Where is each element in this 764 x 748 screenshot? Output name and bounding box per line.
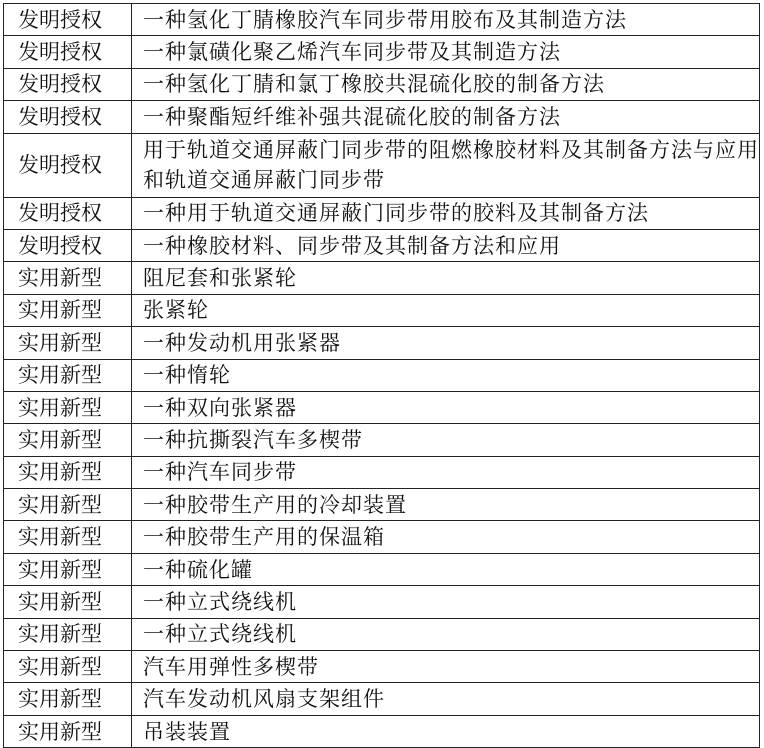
patent-name-cell: 一种双向张紧器	[132, 391, 760, 423]
table-row	[4, 683, 760, 715]
table-row	[4, 618, 760, 650]
table-row	[4, 651, 760, 683]
patent-name-cell: 汽车用弹性多楔带	[132, 651, 760, 683]
patent-name-cell: 一种发动机用张紧器	[132, 327, 760, 359]
patent-name-cell: 阻尼套和张紧轮	[132, 262, 760, 294]
patent-type-cell: 实用新型	[4, 618, 132, 650]
patent-type-cell: 实用新型	[4, 294, 132, 326]
patent-name-cell: 一种立式绕线机	[132, 586, 760, 618]
patent-name-cell: 一种抗撕裂汽车多楔带	[132, 424, 760, 456]
table-row	[4, 68, 760, 100]
table-row	[4, 521, 760, 553]
table-row	[4, 424, 760, 456]
patent-table	[3, 3, 760, 748]
table-row	[4, 553, 760, 585]
patent-name-cell: 张紧轮	[132, 294, 760, 326]
patent-type-cell: 实用新型	[4, 262, 132, 294]
table-row	[4, 456, 760, 488]
patent-type-cell: 发明授权	[4, 229, 132, 261]
patent-name-cell: 一种汽车同步带	[132, 456, 760, 488]
patent-type-cell: 实用新型	[4, 683, 132, 715]
patent-name-cell: 一种惰轮	[132, 359, 760, 391]
table-row	[4, 133, 760, 197]
patent-type-cell: 实用新型	[4, 651, 132, 683]
patent-type-cell: 实用新型	[4, 715, 132, 747]
patent-type-cell: 发明授权	[4, 133, 132, 197]
patent-type-cell: 发明授权	[4, 101, 132, 133]
table-row	[4, 101, 760, 133]
patent-type-cell: 发明授权	[4, 197, 132, 229]
patent-name-cell: 用于轨道交通屏蔽门同步带的阻燃橡胶材料及其制备方法与应用和轨道交通屏蔽门同步带	[132, 133, 760, 197]
table-row	[4, 715, 760, 747]
table-row	[4, 489, 760, 521]
patent-type-cell: 发明授权	[4, 68, 132, 100]
patent-name-cell: 一种用于轨道交通屏蔽门同步带的胶料及其制备方法	[132, 197, 760, 229]
patent-table-body	[4, 4, 760, 748]
patent-type-cell: 发明授权	[4, 4, 132, 36]
patent-type-cell: 实用新型	[4, 327, 132, 359]
table-row	[4, 36, 760, 68]
patent-name-cell: 一种氯磺化聚乙烯汽车同步带及其制造方法	[132, 36, 760, 68]
patent-name-cell: 一种立式绕线机	[132, 618, 760, 650]
table-row	[4, 391, 760, 423]
patent-name-cell: 一种氢化丁腈橡胶汽车同步带用胶布及其制造方法	[132, 4, 760, 36]
table-row	[4, 359, 760, 391]
patent-name-cell: 一种聚酯短纤维补强共混硫化胶的制备方法	[132, 101, 760, 133]
patent-type-cell: 实用新型	[4, 391, 132, 423]
table-row	[4, 262, 760, 294]
patent-type-cell: 实用新型	[4, 586, 132, 618]
table-row	[4, 229, 760, 261]
patent-name-cell: 一种橡胶材料、同步带及其制备方法和应用	[132, 229, 760, 261]
patent-name-cell: 一种硫化罐	[132, 553, 760, 585]
patent-type-cell: 实用新型	[4, 456, 132, 488]
table-row	[4, 294, 760, 326]
patent-type-cell: 实用新型	[4, 424, 132, 456]
table-row	[4, 197, 760, 229]
patent-name-cell: 吊装装置	[132, 715, 760, 747]
patent-type-cell: 实用新型	[4, 359, 132, 391]
patent-name-cell: 一种氢化丁腈和氯丁橡胶共混硫化胶的制备方法	[132, 68, 760, 100]
patent-type-cell: 发明授权	[4, 36, 132, 68]
patent-type-cell: 实用新型	[4, 553, 132, 585]
patent-name-cell: 一种胶带生产用的保温箱	[132, 521, 760, 553]
patent-type-cell: 实用新型	[4, 521, 132, 553]
table-row	[4, 4, 760, 36]
patent-type-cell: 实用新型	[4, 489, 132, 521]
table-row	[4, 586, 760, 618]
patent-name-cell: 汽车发动机风扇支架组件	[132, 683, 760, 715]
table-row	[4, 327, 760, 359]
patent-name-cell: 一种胶带生产用的冷却装置	[132, 489, 760, 521]
